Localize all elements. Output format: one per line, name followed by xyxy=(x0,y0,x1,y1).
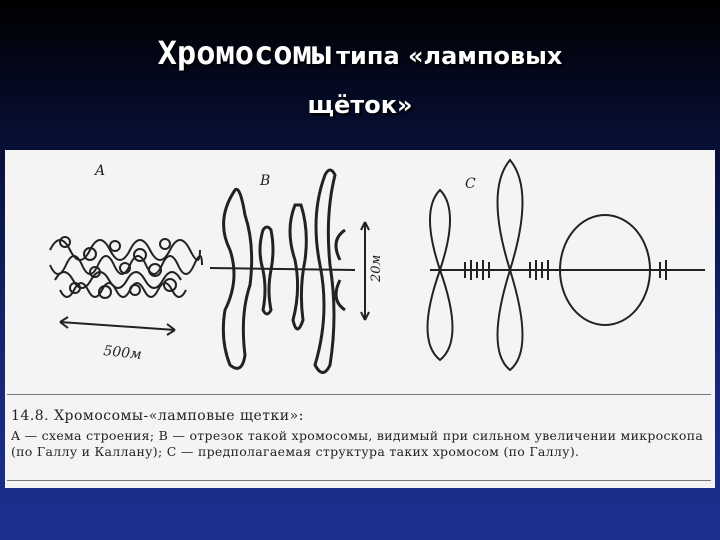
label-b: B xyxy=(260,173,271,189)
caption-bottom-rule xyxy=(7,480,711,481)
figure-caption xyxy=(11,408,707,460)
scale-label-a: 500м xyxy=(102,343,143,363)
scheme-a-chromosome xyxy=(50,237,202,298)
title-part2: типа «ламповых xyxy=(336,42,563,70)
caption-top-rule xyxy=(7,394,711,395)
caption-text: A — схема строения; B — отрезок такой хромосомы, видимый при сильном увеличении микроскопа (по Галлу и Каллану); C — предполагаемая структура таких хромосом (по Галлу). xyxy=(11,428,704,459)
title-part1: Хромосомы xyxy=(157,34,332,72)
slide-title xyxy=(0,30,720,128)
label-c: C xyxy=(465,176,476,192)
title-line2: щёток» xyxy=(307,91,413,119)
scale-bar-a xyxy=(60,322,175,330)
segment-b-chromosome xyxy=(210,170,355,373)
label-a: A xyxy=(95,163,106,179)
caption-heading: 14.8. Хромосомы-«ламповые щетки»: xyxy=(11,408,304,424)
figure-panel xyxy=(5,150,715,488)
scale-label-b: 20м xyxy=(369,254,384,282)
